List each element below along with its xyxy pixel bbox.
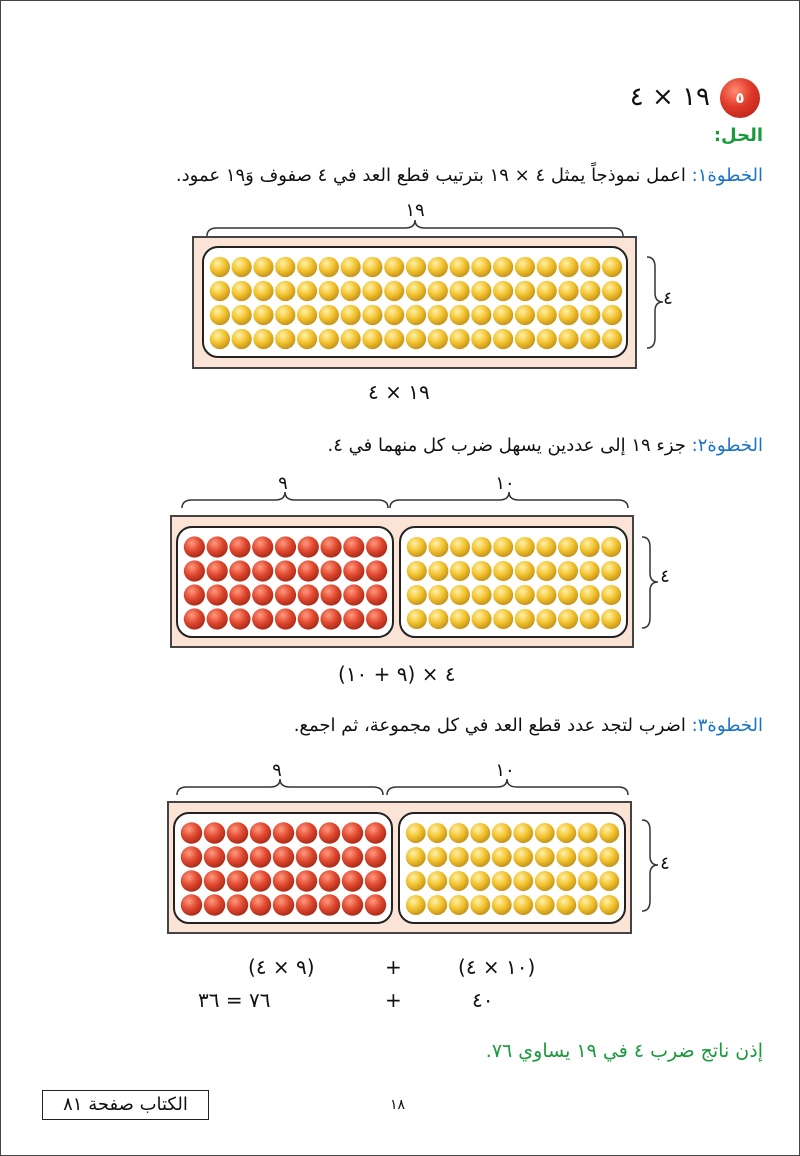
yellow-counter: [210, 257, 230, 277]
yellow-counter: [406, 895, 426, 915]
yellow-counter: [492, 823, 512, 843]
yellow-counter: [406, 305, 426, 325]
red-counter: [227, 822, 248, 843]
yellow-counter: [580, 329, 600, 349]
red-counter: [250, 894, 271, 915]
step-3-calc-left-2: ٧٦ = ٣٦: [198, 988, 271, 1012]
yellow-counter: [253, 305, 273, 325]
step-3-calc-left-1: (٩ × ٤): [248, 955, 315, 979]
yellow-counter: [556, 871, 576, 891]
red-counter: [366, 536, 387, 557]
step-2-left-group: [176, 526, 394, 638]
red-counter: [184, 536, 205, 557]
step-1-side-label: ٤: [663, 288, 673, 309]
yellow-counter: [470, 823, 490, 843]
yellow-counter: [580, 585, 600, 605]
yellow-counter: [406, 257, 426, 277]
yellow-counter: [515, 257, 535, 277]
red-counter: [207, 584, 228, 605]
red-counter: [366, 608, 387, 629]
step-3-calc-plus-1: +: [385, 955, 402, 979]
yellow-counter: [384, 281, 404, 301]
yellow-counter: [407, 561, 427, 581]
yellow-counter: [406, 823, 426, 843]
step-1-counter-group: [202, 246, 628, 358]
yellow-counter: [580, 609, 600, 629]
yellow-counter: [599, 823, 619, 843]
yellow-counter: [492, 895, 512, 915]
red-counter: [207, 560, 228, 581]
yellow-counter: [493, 329, 513, 349]
red-counter: [275, 584, 296, 605]
step-1-counters: [209, 255, 623, 351]
yellow-counter: [515, 609, 535, 629]
yellow-counter: [407, 609, 427, 629]
red-counter: [229, 608, 250, 629]
yellow-counter: [493, 585, 513, 605]
red-counter: [229, 536, 250, 557]
step-3-right-brace: [385, 777, 630, 797]
yellow-counter: [558, 585, 578, 605]
red-counter: [227, 846, 248, 867]
red-counter: [250, 846, 271, 867]
yellow-counter: [471, 329, 491, 349]
red-counter: [252, 608, 273, 629]
red-counter: [181, 870, 202, 891]
yellow-counter: [470, 871, 490, 891]
red-counter: [342, 846, 363, 867]
step-2-text: [328, 435, 763, 456]
step-2-left-brace: [180, 490, 390, 510]
red-counter: [227, 870, 248, 891]
yellow-counter: [428, 561, 448, 581]
red-counter: [207, 608, 228, 629]
yellow-counter: [341, 257, 361, 277]
red-counter: [273, 846, 294, 867]
yellow-counter: [599, 871, 619, 891]
yellow-counter: [319, 305, 339, 325]
step-3-name: الخطوة٣:: [691, 715, 763, 736]
yellow-counter: [537, 281, 557, 301]
red-counter: [298, 536, 319, 557]
yellow-counter: [384, 329, 404, 349]
step-3-right-group: [398, 812, 626, 924]
yellow-counter: [558, 305, 578, 325]
yellow-counter: [384, 257, 404, 277]
yellow-counter: [558, 257, 578, 277]
red-counter: [365, 846, 386, 867]
red-counter: [319, 870, 340, 891]
yellow-counter: [558, 609, 578, 629]
yellow-counter: [513, 823, 533, 843]
step-1-text: [176, 165, 763, 186]
yellow-counter: [535, 847, 555, 867]
red-counter: [252, 560, 273, 581]
yellow-counter: [471, 305, 491, 325]
yellow-counter: [341, 281, 361, 301]
yellow-counter: [513, 895, 533, 915]
yellow-counter: [232, 329, 252, 349]
yellow-counter: [427, 871, 447, 891]
yellow-counter: [558, 329, 578, 349]
yellow-counter: [536, 537, 556, 557]
red-counter: [319, 846, 340, 867]
red-counter: [343, 584, 364, 605]
yellow-counter: [558, 281, 578, 301]
red-counter: [298, 584, 319, 605]
yellow-counter: [537, 257, 557, 277]
yellow-counter: [556, 847, 576, 867]
step-1-model-panel: [192, 236, 637, 369]
yellow-counter: [535, 895, 555, 915]
yellow-counter: [470, 895, 490, 915]
red-counter: [342, 822, 363, 843]
red-counter: [366, 584, 387, 605]
yellow-counter: [319, 329, 339, 349]
red-counter: [365, 822, 386, 843]
yellow-counter: [515, 329, 535, 349]
step-2-name: الخطوة٢:: [691, 435, 763, 456]
red-counter: [320, 584, 341, 605]
step-2-right-group: [399, 526, 628, 638]
yellow-counter: [428, 305, 448, 325]
red-counter: [184, 560, 205, 581]
yellow-counter: [536, 561, 556, 581]
yellow-counter: [599, 895, 619, 915]
yellow-counter: [450, 537, 470, 557]
red-counter: [184, 608, 205, 629]
yellow-counter: [558, 561, 578, 581]
step-3-left-label: ٩: [272, 760, 282, 781]
yellow-counter: [513, 847, 533, 867]
step-1-top-brace: [205, 218, 625, 238]
yellow-counter: [515, 537, 535, 557]
problem-number: ٥: [735, 89, 745, 107]
red-counter: [365, 870, 386, 891]
yellow-counter: [407, 585, 427, 605]
step-2-model-panel: [170, 515, 634, 648]
yellow-counter: [578, 871, 598, 891]
yellow-counter: [427, 823, 447, 843]
red-counter: [296, 894, 317, 915]
yellow-counter: [449, 895, 469, 915]
yellow-counter: [515, 561, 535, 581]
yellow-counter: [297, 281, 317, 301]
yellow-counter: [535, 823, 555, 843]
yellow-counter: [556, 895, 576, 915]
yellow-counter: [210, 329, 230, 349]
yellow-counter: [602, 281, 622, 301]
yellow-counter: [297, 305, 317, 325]
yellow-counter: [580, 561, 600, 581]
red-counter: [252, 584, 273, 605]
red-counter: [252, 536, 273, 557]
yellow-counter: [535, 871, 555, 891]
red-counter: [184, 584, 205, 605]
yellow-counter: [210, 281, 230, 301]
yellow-counter: [602, 329, 622, 349]
yellow-counter: [536, 609, 556, 629]
red-counter: [320, 560, 341, 581]
yellow-counter: [536, 585, 556, 605]
yellow-counter: [427, 847, 447, 867]
step-3-yellow-counters: [405, 821, 620, 917]
yellow-counter: [319, 281, 339, 301]
yellow-counter: [580, 257, 600, 277]
yellow-counter: [232, 305, 252, 325]
yellow-counter: [341, 329, 361, 349]
yellow-counter: [428, 257, 448, 277]
yellow-counter: [580, 537, 600, 557]
step-1-description: اعمل نموذجاً يمثل ٤ × ١٩ بترتيب قطع العد في ٤ صفوف وَ١٩ عمود.: [175, 165, 692, 186]
yellow-counter: [428, 585, 448, 605]
red-counter: [296, 846, 317, 867]
step-2-red-counters: [183, 535, 388, 631]
step-3-left-group: [173, 812, 393, 924]
yellow-counter: [493, 609, 513, 629]
step-2-left-label: ٩: [278, 473, 288, 494]
yellow-counter: [406, 281, 426, 301]
yellow-counter: [493, 561, 513, 581]
red-counter: [250, 870, 271, 891]
page-number: ١٨: [390, 1097, 406, 1113]
red-counter: [365, 894, 386, 915]
yellow-counter: [578, 895, 598, 915]
step-2-side-label: ٤: [660, 566, 670, 587]
step-2-right-brace: [388, 490, 630, 510]
red-counter: [366, 560, 387, 581]
red-counter: [181, 846, 202, 867]
red-counter: [250, 822, 271, 843]
red-counter: [319, 822, 340, 843]
yellow-counter: [493, 257, 513, 277]
step-3-calc-right-2: ٤٠: [472, 988, 494, 1012]
yellow-counter: [601, 537, 621, 557]
yellow-counter: [471, 257, 491, 277]
red-counter: [342, 894, 363, 915]
yellow-counter: [210, 305, 230, 325]
red-counter: [204, 822, 225, 843]
yellow-counter: [449, 823, 469, 843]
yellow-counter: [492, 847, 512, 867]
step-2-description: جزء ١٩ إلى عددين يسهل ضرب كل منهما في ٤.: [327, 435, 692, 456]
yellow-counter: [537, 329, 557, 349]
step-3-right-label: ١٠: [495, 760, 515, 781]
step-3-model-panel: [167, 801, 632, 934]
yellow-counter: [428, 537, 448, 557]
red-counter: [343, 536, 364, 557]
yellow-counter: [513, 871, 533, 891]
red-counter: [319, 894, 340, 915]
yellow-counter: [428, 329, 448, 349]
red-counter: [275, 536, 296, 557]
red-counter: [342, 870, 363, 891]
red-counter: [296, 870, 317, 891]
red-counter: [273, 822, 294, 843]
red-counter: [275, 608, 296, 629]
yellow-counter: [253, 257, 273, 277]
red-counter: [343, 608, 364, 629]
yellow-counter: [449, 871, 469, 891]
yellow-counter: [275, 305, 295, 325]
red-counter: [227, 894, 248, 915]
red-counter: [204, 870, 225, 891]
step-3-calc-plus-2: +: [385, 988, 402, 1012]
yellow-counter: [275, 257, 295, 277]
yellow-counter: [537, 305, 557, 325]
step-1-bottom-expression: ١٩ × ٤: [368, 380, 430, 404]
yellow-counter: [362, 257, 382, 277]
red-counter: [273, 870, 294, 891]
yellow-counter: [470, 847, 490, 867]
yellow-counter: [515, 585, 535, 605]
red-counter: [204, 894, 225, 915]
yellow-counter: [449, 329, 469, 349]
yellow-counter: [493, 281, 513, 301]
yellow-counter: [602, 305, 622, 325]
red-counter: [275, 560, 296, 581]
yellow-counter: [578, 823, 598, 843]
yellow-counter: [472, 585, 492, 605]
yellow-counter: [384, 305, 404, 325]
step-3-description: اضرب لتجد عدد قطع العد في كل مجموعة، ثم اجمع.: [293, 715, 692, 736]
yellow-counter: [471, 281, 491, 301]
step-3-red-counters: [180, 821, 387, 917]
yellow-counter: [472, 561, 492, 581]
yellow-counter: [558, 537, 578, 557]
yellow-counter: [601, 585, 621, 605]
red-counter: [296, 822, 317, 843]
yellow-counter: [493, 305, 513, 325]
red-counter: [181, 822, 202, 843]
step-1-name: الخطوة١:: [691, 165, 763, 186]
yellow-counter: [449, 281, 469, 301]
yellow-counter: [427, 895, 447, 915]
yellow-counter: [449, 305, 469, 325]
yellow-counter: [449, 847, 469, 867]
yellow-counter: [253, 281, 273, 301]
red-counter: [229, 560, 250, 581]
step-3-side-label: ٤: [660, 853, 670, 874]
yellow-counter: [492, 871, 512, 891]
yellow-counter: [450, 561, 470, 581]
yellow-counter: [232, 257, 252, 277]
step-3-calc-right-1: (١٠ × ٤): [458, 955, 536, 979]
red-counter: [298, 560, 319, 581]
book-page-reference: الكتاب صفحة ٨١: [42, 1090, 209, 1120]
yellow-counter: [602, 257, 622, 277]
red-counter: [207, 536, 228, 557]
yellow-counter: [601, 561, 621, 581]
red-counter: [320, 536, 341, 557]
yellow-counter: [580, 305, 600, 325]
yellow-counter: [297, 257, 317, 277]
yellow-counter: [319, 257, 339, 277]
yellow-counter: [407, 537, 427, 557]
yellow-counter: [297, 329, 317, 349]
red-counter: [204, 846, 225, 867]
yellow-counter: [472, 609, 492, 629]
yellow-counter: [275, 329, 295, 349]
yellow-counter: [472, 537, 492, 557]
solution-label: الحل:: [713, 125, 763, 146]
yellow-counter: [341, 305, 361, 325]
yellow-counter: [450, 609, 470, 629]
step-2-right-label: ١٠: [495, 473, 515, 494]
yellow-counter: [428, 609, 448, 629]
yellow-counter: [449, 257, 469, 277]
yellow-counter: [599, 847, 619, 867]
red-counter: [343, 560, 364, 581]
yellow-counter: [515, 305, 535, 325]
yellow-counter: [406, 329, 426, 349]
yellow-counter: [450, 585, 470, 605]
red-counter: [181, 894, 202, 915]
red-counter: [229, 584, 250, 605]
step-3-left-brace: [175, 777, 385, 797]
yellow-counter: [578, 847, 598, 867]
yellow-counter: [428, 281, 448, 301]
problem-expression: ١٩ × ٤: [629, 82, 710, 112]
red-counter: [298, 608, 319, 629]
yellow-counter: [253, 329, 273, 349]
yellow-counter: [601, 609, 621, 629]
yellow-counter: [362, 305, 382, 325]
yellow-counter: [580, 281, 600, 301]
yellow-counter: [556, 823, 576, 843]
yellow-counter: [406, 847, 426, 867]
problem-number-badge: [720, 78, 760, 118]
yellow-counter: [232, 281, 252, 301]
step-1-top-label: ١٩: [405, 200, 425, 221]
yellow-counter: [406, 871, 426, 891]
red-counter: [320, 608, 341, 629]
yellow-counter: [515, 281, 535, 301]
conclusion-text: إذن ناتج ضرب ٤ في ١٩ يساوي ٧٦.: [485, 1040, 763, 1062]
yellow-counter: [362, 329, 382, 349]
step-2-bottom-expression: (٩ + ١٠) × ٤: [338, 662, 456, 686]
yellow-counter: [362, 281, 382, 301]
yellow-counter: [493, 537, 513, 557]
step-2-yellow-counters: [406, 535, 622, 631]
yellow-counter: [275, 281, 295, 301]
red-counter: [273, 894, 294, 915]
step-3-text: [294, 715, 763, 736]
